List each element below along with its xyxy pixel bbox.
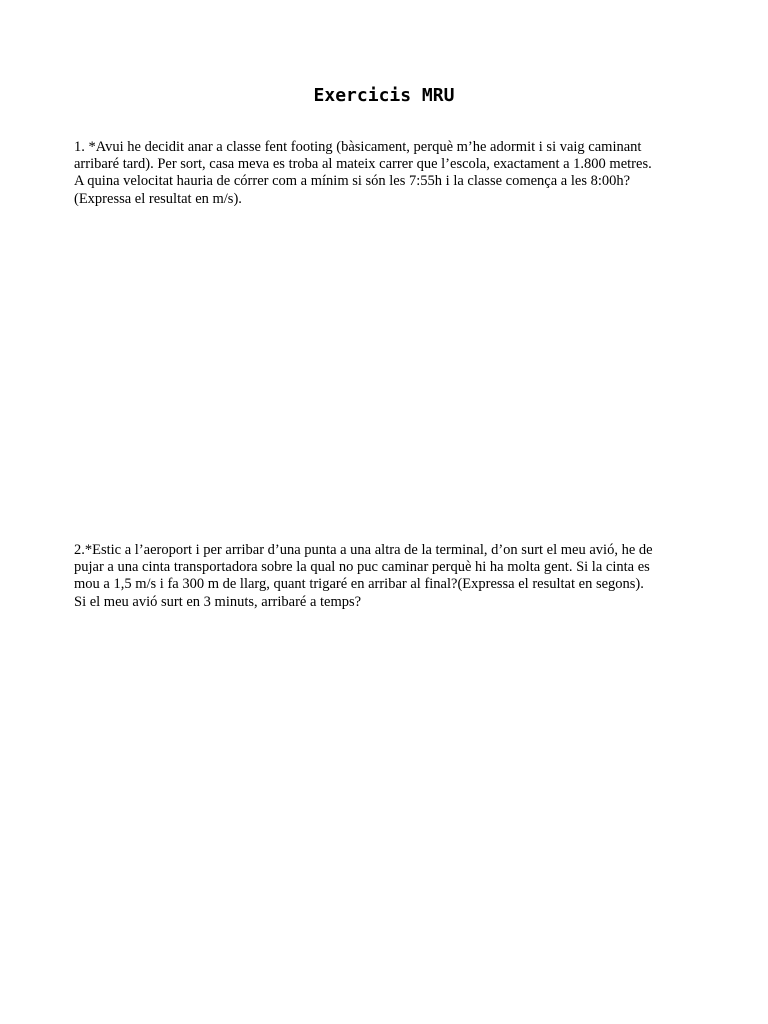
exercise-1 <box>74 139 704 208</box>
exercise-1-line: arribaré tard). Per sort, casa meva es troba al mateix carrer que l’escola, exactament a 1.800 metres. <box>74 156 652 173</box>
exercise-2-line: mou a 1,5 m/s i fa 300 m de llarg, quant trigaré en arribar al final?(Expressa el resultat en segons). <box>74 576 644 593</box>
document-title: Exercicis MRU <box>313 85 455 106</box>
exercise-1-line: (Expressa el resultat en m/s). <box>74 190 242 207</box>
exercise-2-line: pujar a una cinta transportadora sobre la qual no puc caminar perquè hi ha molta gent. Si la cinta es <box>74 559 650 576</box>
exercise-2-line: Si el meu avió surt en 3 minuts, arribaré a temps? <box>74 593 362 610</box>
exercise-1-line: A quina velocitat hauria de córrer com a mínim si són les 7:55h i la classe comença a les 8:00h? <box>74 173 631 190</box>
exercise-1-line: 1. *Avui he decidit anar a classe fent footing (bàsicament, perquè m’he adormit i si vaig caminant <box>74 139 642 155</box>
exercise-2-line: 2.*Estic a l’aeroport i per arribar d’una punta a una altra de la terminal, d’on surt el meu avió, he de <box>74 542 653 558</box>
exercise-2 <box>74 542 704 611</box>
